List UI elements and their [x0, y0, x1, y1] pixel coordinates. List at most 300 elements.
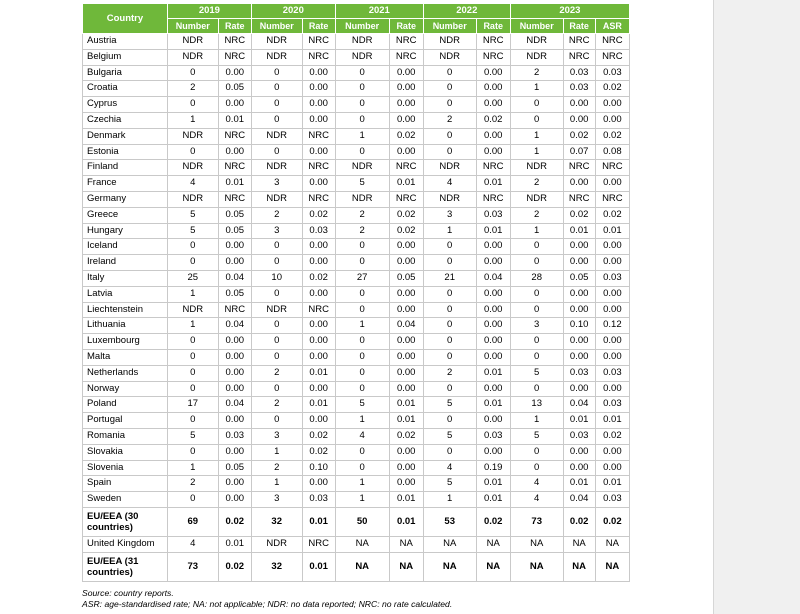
value-cell: 0.00	[595, 334, 629, 350]
value-cell: 1	[335, 318, 389, 334]
value-cell: 0	[510, 286, 563, 302]
value-cell: 4	[510, 476, 563, 492]
data-table	[82, 3, 630, 582]
subheader-cell: ASR	[595, 19, 629, 34]
subheader-cell: Number	[251, 19, 302, 34]
value-cell: 0	[251, 349, 302, 365]
value-cell: 0	[251, 144, 302, 160]
value-cell: 0	[335, 255, 389, 271]
year-header: 2020	[251, 4, 335, 19]
value-cell: NRC	[218, 191, 251, 207]
value-cell: 0.01	[302, 507, 335, 536]
value-cell: 0.04	[218, 270, 251, 286]
country-cell: Romania	[83, 428, 168, 444]
value-cell: 53	[423, 507, 476, 536]
value-cell: 0.00	[389, 144, 423, 160]
value-cell: NRC	[302, 34, 335, 50]
value-cell: NA	[389, 536, 423, 552]
value-cell: 5	[335, 397, 389, 413]
year-header: 2022	[423, 4, 510, 19]
value-cell: 0.00	[389, 460, 423, 476]
value-cell: 0.02	[563, 207, 595, 223]
value-cell: NRC	[218, 49, 251, 65]
value-cell: NDR	[510, 191, 563, 207]
value-cell: 0.00	[595, 239, 629, 255]
value-cell: 0.03	[563, 365, 595, 381]
value-cell: 3	[251, 428, 302, 444]
value-cell: 0.00	[218, 492, 251, 508]
value-cell: 0	[335, 112, 389, 128]
value-cell: 32	[251, 552, 302, 581]
value-cell: 1	[423, 492, 476, 508]
report-page	[82, 3, 630, 610]
value-cell: 5	[167, 223, 218, 239]
value-cell: 0.02	[302, 207, 335, 223]
value-cell: 0.00	[595, 302, 629, 318]
value-cell: 0	[167, 492, 218, 508]
value-cell: 25	[167, 270, 218, 286]
value-cell: 1	[335, 476, 389, 492]
value-cell: NDR	[167, 191, 218, 207]
country-cell: France	[83, 176, 168, 192]
value-cell: 0	[510, 239, 563, 255]
value-cell: 2	[510, 207, 563, 223]
value-cell: 5	[423, 476, 476, 492]
table-row	[83, 270, 630, 286]
value-cell: 1	[510, 413, 563, 429]
value-cell: 0	[510, 349, 563, 365]
value-cell: 2	[423, 112, 476, 128]
table-row	[83, 302, 630, 318]
value-cell: 2	[510, 176, 563, 192]
abbreviations-note: ASR: age-standardised rate; NA: not applicable; NDR: no data reported; NRC: no rate calculated.	[82, 598, 453, 609]
value-cell: 10	[251, 270, 302, 286]
value-cell: NRC	[389, 49, 423, 65]
table-row	[83, 349, 630, 365]
table-row	[83, 160, 630, 176]
value-cell: 0.05	[218, 223, 251, 239]
value-cell: 1	[510, 144, 563, 160]
value-cell: NRC	[218, 302, 251, 318]
value-cell: 1	[423, 223, 476, 239]
source-note: Source: country reports.	[82, 587, 174, 598]
value-cell: 1	[167, 286, 218, 302]
value-cell: 0	[335, 286, 389, 302]
table-row	[83, 128, 630, 144]
country-cell: Malta	[83, 349, 168, 365]
table-row	[83, 286, 630, 302]
value-cell: 0.00	[302, 144, 335, 160]
subheader-cell: Number	[510, 19, 563, 34]
value-cell: 0.02	[563, 507, 595, 536]
value-cell: NA	[510, 552, 563, 581]
country-cell: Greece	[83, 207, 168, 223]
value-cell: 0.00	[563, 176, 595, 192]
table-row	[83, 397, 630, 413]
value-cell: 0	[335, 460, 389, 476]
value-cell: 0.00	[563, 302, 595, 318]
value-cell: 0.00	[218, 65, 251, 81]
value-cell: 0.00	[595, 460, 629, 476]
value-cell: 0.00	[389, 302, 423, 318]
value-cell: 0.04	[218, 318, 251, 334]
value-cell: 0.00	[595, 255, 629, 271]
value-cell: 0.04	[563, 397, 595, 413]
value-cell: 32	[251, 507, 302, 536]
value-cell: 0.00	[563, 444, 595, 460]
value-cell: 4	[167, 176, 218, 192]
subheader-cell: Rate	[563, 19, 595, 34]
value-cell: NDR	[335, 160, 389, 176]
value-cell: 1	[167, 112, 218, 128]
country-cell: EU/EEA (31 countries)	[83, 552, 168, 581]
value-cell: 0	[423, 381, 476, 397]
value-cell: 0	[251, 112, 302, 128]
value-cell: 1	[251, 444, 302, 460]
table-row	[83, 81, 630, 97]
table-row	[83, 444, 630, 460]
value-cell: NDR	[251, 49, 302, 65]
value-cell: 0.01	[563, 413, 595, 429]
value-cell: NDR	[510, 160, 563, 176]
value-cell: 1	[167, 318, 218, 334]
value-cell: 0.01	[476, 476, 510, 492]
value-cell: NDR	[167, 302, 218, 318]
value-cell: 2	[251, 207, 302, 223]
value-cell: 0.00	[476, 144, 510, 160]
value-cell: 0.02	[476, 507, 510, 536]
value-cell: 0.00	[218, 255, 251, 271]
value-cell: 0.05	[218, 207, 251, 223]
value-cell: 0.01	[563, 223, 595, 239]
value-cell: NDR	[251, 34, 302, 50]
value-cell: 0	[167, 365, 218, 381]
value-cell: 0.00	[476, 381, 510, 397]
value-cell: 1	[167, 460, 218, 476]
value-cell: 17	[167, 397, 218, 413]
value-cell: NA	[563, 552, 595, 581]
value-cell: NDR	[423, 49, 476, 65]
value-cell: 0.00	[389, 97, 423, 113]
value-cell: 0.00	[476, 65, 510, 81]
value-cell: 0.00	[476, 97, 510, 113]
value-cell: 0	[423, 144, 476, 160]
value-cell: 0.00	[302, 334, 335, 350]
value-cell: NDR	[167, 49, 218, 65]
country-cell: Estonia	[83, 144, 168, 160]
value-cell: 0	[251, 413, 302, 429]
country-cell: Lithuania	[83, 318, 168, 334]
value-cell: NRC	[218, 160, 251, 176]
country-cell: Portugal	[83, 413, 168, 429]
value-cell: 1	[510, 128, 563, 144]
value-cell: NA	[335, 536, 389, 552]
value-cell: 0.01	[476, 223, 510, 239]
value-cell: 0.00	[302, 81, 335, 97]
value-cell: 0	[251, 65, 302, 81]
value-cell: 2	[423, 365, 476, 381]
value-cell: 0	[510, 112, 563, 128]
value-cell: 1	[251, 476, 302, 492]
value-cell: NDR	[510, 49, 563, 65]
value-cell: 0	[423, 349, 476, 365]
value-cell: 0.00	[389, 365, 423, 381]
value-cell: 0.00	[218, 334, 251, 350]
value-cell: 0	[423, 286, 476, 302]
value-cell: 0	[251, 97, 302, 113]
value-cell: 0.00	[389, 112, 423, 128]
subheader-cell: Number	[335, 19, 389, 34]
value-cell: 0.00	[563, 349, 595, 365]
value-cell: NRC	[302, 302, 335, 318]
value-cell: 1	[335, 492, 389, 508]
value-cell: 0.00	[218, 144, 251, 160]
value-cell: NRC	[476, 160, 510, 176]
value-cell: NA	[423, 552, 476, 581]
value-cell: 4	[510, 492, 563, 508]
value-cell: 0.03	[476, 207, 510, 223]
table-body	[83, 34, 630, 582]
value-cell: NA	[389, 552, 423, 581]
value-cell: 2	[251, 397, 302, 413]
value-cell: NRC	[476, 191, 510, 207]
country-cell: Croatia	[83, 81, 168, 97]
value-cell: 0	[335, 97, 389, 113]
value-cell: 0	[423, 444, 476, 460]
value-cell: NA	[335, 552, 389, 581]
year-header: 2021	[335, 4, 423, 19]
value-cell: 0	[335, 81, 389, 97]
subheader-cell: Rate	[302, 19, 335, 34]
value-cell: NDR	[167, 160, 218, 176]
value-cell: 0.00	[218, 444, 251, 460]
value-cell: 1	[335, 128, 389, 144]
value-cell: 0.01	[302, 552, 335, 581]
value-cell: NRC	[476, 34, 510, 50]
table-row	[83, 476, 630, 492]
value-cell: 0.10	[302, 460, 335, 476]
value-cell: 0.00	[389, 286, 423, 302]
value-cell: 0	[423, 128, 476, 144]
value-cell: 0	[251, 334, 302, 350]
value-cell: 0	[335, 365, 389, 381]
subheader-cell: Number	[167, 19, 218, 34]
table-row	[83, 365, 630, 381]
value-cell: 0.00	[563, 286, 595, 302]
value-cell: 3	[251, 223, 302, 239]
value-cell: 0.02	[302, 428, 335, 444]
table-header	[83, 4, 630, 34]
table-row	[83, 112, 630, 128]
value-cell: NDR	[423, 191, 476, 207]
year-header: 2023	[510, 4, 629, 19]
value-cell: 0.01	[389, 413, 423, 429]
value-cell: 0	[335, 444, 389, 460]
table-row	[83, 318, 630, 334]
value-cell: 3	[251, 492, 302, 508]
country-cell: Denmark	[83, 128, 168, 144]
value-cell: 5	[167, 207, 218, 223]
value-cell: NRC	[595, 160, 629, 176]
value-cell: 0.05	[218, 286, 251, 302]
value-cell: 13	[510, 397, 563, 413]
value-cell: NA	[510, 536, 563, 552]
value-cell: 0.00	[595, 112, 629, 128]
country-cell: Iceland	[83, 239, 168, 255]
value-cell: 0.04	[389, 318, 423, 334]
value-cell: 0.03	[595, 365, 629, 381]
value-cell: 4	[423, 460, 476, 476]
value-cell: 0	[251, 239, 302, 255]
value-cell: 0.00	[218, 413, 251, 429]
value-cell: 0.02	[302, 444, 335, 460]
value-cell: 0	[167, 413, 218, 429]
value-cell: 0.01	[476, 365, 510, 381]
value-cell: 0.01	[302, 365, 335, 381]
value-cell: 0.00	[563, 381, 595, 397]
value-cell: 0	[335, 302, 389, 318]
country-cell: Ireland	[83, 255, 168, 271]
value-cell: 0.00	[563, 112, 595, 128]
value-cell: 0	[167, 144, 218, 160]
value-cell: 0	[423, 239, 476, 255]
value-cell: 0.02	[595, 207, 629, 223]
value-cell: NRC	[302, 128, 335, 144]
value-cell: 0.01	[218, 536, 251, 552]
value-cell: 0.00	[389, 81, 423, 97]
value-cell: 2	[251, 460, 302, 476]
value-cell: 0	[335, 65, 389, 81]
country-cell: Poland	[83, 397, 168, 413]
value-cell: NDR	[167, 128, 218, 144]
value-cell: 0.02	[389, 223, 423, 239]
value-cell: 0.01	[476, 492, 510, 508]
value-cell: 0.05	[218, 81, 251, 97]
value-cell: NRC	[302, 160, 335, 176]
value-cell: 0.00	[476, 413, 510, 429]
value-cell: 0	[510, 302, 563, 318]
value-cell: NRC	[389, 191, 423, 207]
subheader-cell: Rate	[389, 19, 423, 34]
value-cell: NDR	[251, 191, 302, 207]
value-cell: 0	[335, 349, 389, 365]
value-cell: 1	[335, 413, 389, 429]
value-cell: 4	[167, 536, 218, 552]
country-cell: EU/EEA (30 countries)	[83, 507, 168, 536]
value-cell: 0	[335, 334, 389, 350]
value-cell: 4	[423, 176, 476, 192]
value-cell: 0.00	[389, 334, 423, 350]
value-cell: NDR	[251, 302, 302, 318]
value-cell: 0.05	[389, 270, 423, 286]
value-cell: 0.02	[218, 552, 251, 581]
value-cell: NA	[595, 536, 629, 552]
subheader-cell: Number	[423, 19, 476, 34]
value-cell: 0.01	[476, 176, 510, 192]
value-cell: 0.01	[218, 112, 251, 128]
value-cell: 28	[510, 270, 563, 286]
value-cell: 0.00	[476, 334, 510, 350]
value-cell: 50	[335, 507, 389, 536]
value-cell: 3	[423, 207, 476, 223]
value-cell: 5	[423, 428, 476, 444]
value-cell: 0	[335, 381, 389, 397]
value-cell: 2	[251, 365, 302, 381]
value-cell: NRC	[595, 191, 629, 207]
value-cell: 0.00	[389, 476, 423, 492]
value-cell: 0.00	[302, 476, 335, 492]
value-cell: 3	[251, 176, 302, 192]
value-cell: 0	[423, 65, 476, 81]
value-cell: 0.01	[302, 397, 335, 413]
value-cell: 0.00	[563, 460, 595, 476]
value-cell: 0.00	[302, 349, 335, 365]
table-row	[83, 460, 630, 476]
value-cell: 0	[423, 81, 476, 97]
value-cell: 0.01	[389, 507, 423, 536]
value-cell: 4	[335, 428, 389, 444]
value-cell: 0.00	[302, 318, 335, 334]
value-cell: 0	[510, 97, 563, 113]
subheader-cell: Rate	[218, 19, 251, 34]
table-row	[83, 49, 630, 65]
value-cell: 0	[423, 334, 476, 350]
value-cell: NDR	[510, 34, 563, 50]
country-cell: Germany	[83, 191, 168, 207]
value-cell: 0.00	[302, 239, 335, 255]
value-cell: 69	[167, 507, 218, 536]
value-cell: 0.02	[595, 81, 629, 97]
value-cell: 0	[167, 444, 218, 460]
value-cell: 0.00	[476, 239, 510, 255]
value-cell: NRC	[595, 34, 629, 50]
value-cell: 0.02	[389, 207, 423, 223]
value-cell: 73	[167, 552, 218, 581]
subheader-cell: Rate	[476, 19, 510, 34]
value-cell: 0.00	[476, 81, 510, 97]
value-cell: 0.02	[563, 128, 595, 144]
value-cell: 0.00	[476, 349, 510, 365]
value-cell: 0	[167, 349, 218, 365]
value-cell: 0.00	[302, 286, 335, 302]
country-cell: Slovakia	[83, 444, 168, 460]
value-cell: 3	[510, 318, 563, 334]
country-cell: Liechtenstein	[83, 302, 168, 318]
value-cell: 0.00	[563, 97, 595, 113]
value-cell: NRC	[563, 191, 595, 207]
value-cell: NA	[595, 552, 629, 581]
value-cell: NRC	[476, 49, 510, 65]
value-cell: 5	[510, 365, 563, 381]
value-cell: 0.03	[476, 428, 510, 444]
value-cell: 0.03	[302, 492, 335, 508]
value-cell: 0.03	[563, 65, 595, 81]
country-cell: Finland	[83, 160, 168, 176]
value-cell: 0.02	[595, 507, 629, 536]
value-cell: 0.01	[595, 223, 629, 239]
value-cell: NDR	[167, 34, 218, 50]
value-cell: 0.00	[476, 286, 510, 302]
table-row	[83, 255, 630, 271]
value-cell: 0.00	[218, 476, 251, 492]
table-row	[83, 334, 630, 350]
value-cell: NRC	[563, 34, 595, 50]
country-cell: Cyprus	[83, 97, 168, 113]
value-cell: 0.00	[218, 97, 251, 113]
value-cell: NDR	[423, 160, 476, 176]
country-cell: Bulgaria	[83, 65, 168, 81]
table-row	[83, 536, 630, 552]
